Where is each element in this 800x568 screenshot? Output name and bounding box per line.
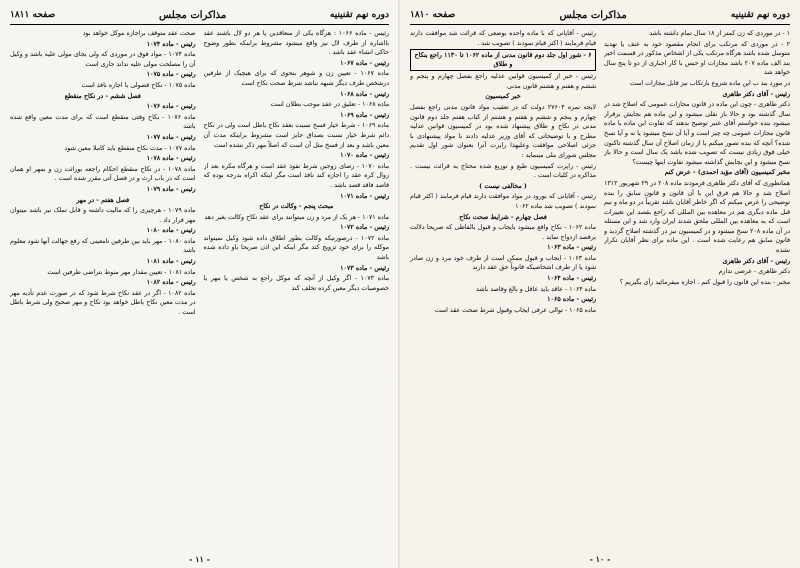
paragraph: رئیس - ماده ۱۰۶۶ : هرگاه یکی از متعاقدین یا هر دو لال باشند عقد بااشاره از طرف لال نیز واقع میشود مشروط براینکه بطور وضوح حاکی انشاء عقد باشد . [203,30,389,57]
paragraph: ماده ۱۰۷۵ - نکاح فضولی با اجازه نافذ است [81,81,196,89]
paragraph: رئیس - راپرت کمیسیون طبع و توزیع شده محتاج به قرائت نیست . مذاکره در کلیات است . [410,162,596,180]
right-page-columns [410,29,790,547]
left-page-columns [10,29,389,547]
speaker-line: رئیس - ماده ۱۰۷۱ [340,192,389,200]
paragraph: صحت عقد متوقف براجازه موکل خواهد بود [82,30,196,37]
paragraph: رئیس - آقایانی که با ماده واحده بوضعی که قرائت شد موافقت دارند قیام فرمایند ( اکثر قیام نمودند ) تصویب شد . [410,30,596,47]
left-page-number: - ۱۱ - [189,554,210,564]
speaker-line: رئیس - ماده ۱۰۷۴ [146,40,196,48]
paragraph: ماده ۱۰۶۹ - شرط خیار فسخ نسبت بعقد نکاح باطل است ولی در نکاح دائم شرط خیار نسبت بصداق جایز است مشروط براینکه مدت آن معین باشد و بعد از فسخ مثل آن است که اصلاً مهر ذکر نشده است [203,122,389,149]
paragraph: ماده ۱۰۷۳ - اگر وکیل از آنچه که موکل راجع به شخص یا مهر یا خصوصیات دیگر معین کرده تخلف کند [203,275,389,292]
speaker-line: رئیس - ماده ۱۰۷۷ [146,133,196,141]
right-header-page-label: صفحه ۱۸۱۰ [410,10,456,20]
speaker-line: رئیس - ماده ۱۰۷۶ [146,103,196,111]
paragraph: ماده ۱۰۸۰ - مهر باید بین طرفین تامعینی که رفع جهالت آنها شود معلوم باشد [10,237,196,255]
section-heading: فصل چهارم - شرایط صحت نکاح [459,213,547,221]
paragraph: رئیس - خبر از کمیسیون قوانین عدلیه راجع بفصل چهارم و پنجم و ششم و هفتم و هشتم قانون مدنی [410,73,596,90]
speaker-line: رئیس - آقای دکتر طاهری [722,90,790,98]
paragraph: دکتر طاهری - عرضی ندارم [718,268,790,276]
paragraph: ماده ۱۰۶۵ - توالی عرفی ایجاب وقبول شرط صحت عقد است [434,306,596,314]
paragraph: ماده ۱۰۶۴ - عاقد باید عاقل و بالغ وقاصد باشد [475,285,596,293]
speaker-line: رئیس - ماده ۱۰۷۹ [146,185,196,193]
left-page-column-right [204,29,390,547]
speaker-line: رئیس - ماده ۱۰۶۳ [547,244,596,252]
paragraph: ماده ۱۰۷۷ - مدت نکاح منقطع باید کاملا معین شود [64,144,196,152]
paragraph: مخبر - بنده این قانون را قبول کنم . اجازه میفرمائید رأی بگیریم ؟ [619,278,790,286]
left-header-page-label: صفحه ۱۸۱۱ [10,10,56,20]
section-heading: مبحث پنجم - وکالت در نکاح [259,203,334,211]
speaker-line: رئیس - ماده ۱۰۷۰ [340,152,389,160]
right-page-header [410,8,790,25]
paragraph: ماده ۱۰۶۸ - تعلیق در عقد موجب بطلان است [270,101,389,109]
left-page-header [10,8,389,25]
paragraph: ماده ۱۰۷۱ - هر یک از مرد و زن میتوانند برای عقد نکاح وکالت بغیر دهد [204,213,389,221]
speaker-line: رئیس - ماده ۱۰۶۸ [340,90,389,98]
paragraph: ماده ۱۰۶۲ - نکاح واقع میشود بایجاب و قبول بالفاظی که صریحا دلالت برقصد ازدواج نماید . [410,224,596,241]
speaker-line: رئیس - ماده ۱۰۶۹ [340,111,389,119]
right-page-column-left [410,29,596,547]
left-page-column-left [10,29,196,547]
paragraph: ماده ۱۰۷۹ - هرچیزی را که مالیت داشته و قابل تملک نیز باشد میتوان مهر قرار داد . [10,207,196,224]
paragraph: ماده ۱۰۷۰ - رضای زوجین شرط نفوذ عقد است و هرگاه مکره بعد از زوال کره عقد را اجازه کند نافذ است مگر اینکه اکراه بدرجه بوده که قاصد فاقد قصد باشد . [203,162,389,189]
speaker-line: رئیس - ماده ۱۰۶۷ [340,59,389,67]
section-heading: خبر کمیسیون [485,93,521,101]
paragraph: ماده ۱۰۷۲ - درصورتیکه وکالت بطور اطلاق داده شود وکیل نمیتواند موکله را برای خود تزویج کند مگر اینکه این اذن صریحا باو داده شده باشد [203,234,389,262]
left-header-title: مذاکرات مجلس [159,9,227,21]
paragraph: رئیس - آقایانی که بورود در مواد موافقت دارند قیام فرمایند ( اکثر قیام نمودند ) تصویب شد ماده ۱۰۶۲ [410,193,596,210]
section-heading: فصل هفتم - در مهر [76,196,130,204]
right-page-number: - ۱۰ - [589,554,611,564]
paragraph: در مورد بند ب این ماده شروع بارتکاب نیز قابل مجازات است [629,79,790,87]
paragraph: ماده ۱۰۶۳ - ایجاب و قبول ممکن است از طرف خود مرد و زن صادر شود یا از طرف اشخاصیکه قانوناً حق عقد دارند [410,254,596,272]
paragraph: لایحه نمره ۲۷۶۰۴ دولت که در تعقیب مواد قانون مدنی راجع بفصل چهارم و پنجم و ششم و هفتم و هشتم از کتاب هفتم جلد دوم قانون مدنی در نکاح و طلاق پیشنهاد شده بود در کمیسیون قوانین عدلیه مطرح و با توضیحاتی که آقای وزیر عدلیه دادند با مواد پیشنهادی با جزئی اصلاحی موافقت وعلیهذا راپرت آنرا بعنوان شور اول تقدیم مجلس شورای ملی مینماید : [410,103,596,159]
speaker-line: رئیس - ماده ۱۰۷۳ [340,264,389,272]
speaker-line: رئیس - آقای دکتر طاهری [722,257,790,265]
paragraph: ماده ۱۰۸۱ - تعیین مقدار مهر منوط بتراضی طرفین است [47,268,196,276]
speaker-line: رئیس - ماده ۱۰۶۴ [547,275,596,283]
right-header-title: مذاکرات مجلس [559,9,627,21]
paragraph: ۱ - در موردی که زن کمتر از ۱۸ سال تمام داشته باشد [649,30,790,37]
speaker-line: رئیس - ماده ۱۰۸۲ [146,279,196,287]
paragraph: ماده ۱۰۶۷ - تعیین زن و شوهر بنحوی که برای هیچیک از طرفین درشخص طرف دیگر شبهه نباشد شرط صحت نکاح است [203,70,389,87]
speaker-line: رئیس - ماده ۱۰۸۰ [146,227,196,235]
left-header-session: دوره نهم تقنینیه [329,10,389,20]
speaker-line: رئیس - ماده ۱۰۷۲ [340,224,389,232]
section-heading: ( مخالفی نیست ) [479,182,527,190]
speaker-line: رئیس - ماده ۱۰۸۱ [146,258,196,266]
right-page-column-right [604,29,790,547]
paragraph: ماده ۱۰۸۲ - اگر در عقد نکاح شرط شود که در صورت عدم تأدیه مهر در مدت معین نکاح باطل خواهد بود نکاح و مهر صحیح ولی شرط باطل است . [10,289,196,317]
paragraph: ماده ۱۰۷۸ - در نکاح منقطع احکام راجعه بوراثت زن و بمهر او همان است که در باب ارث و در فصل آتی مقرر شده است . [10,165,196,183]
paragraph: همانطوری که آقای دکتر طاهری فرمودند ماده ۲۰۸ در ۲۹ شهریور ۱۳۱۲ اصلاح شد و حالا هم فرق این با آن قانون و قانون سابق را بنده توضیحی را عرض میکنم که اگر خاطر آقایان باشد تقریباً در دو ماه و نیم قبل ماده دیگری هم در معاهده بین المللی که راجع بقصد این تغییرات است که به معاهده بین المللی ملحق شدند ایران وارد شد و این مسئله در آن ماده ۲۰۸ نسخ میشود و در کمیسیون نیز در گذشته اصلاح گردید و قانون سابق هم رعایت شده است . این ماده برای نظر آقایان تکرار نشده [604,179,790,255]
paragraph: ماده ۱۰۷۴ - مواد فوق در موردی که ولی بجای مولی علیه باشد و وکیل آن را مصلحت مولی علیه نداند جاری است [10,51,196,68]
speaker-line: رئیس - ماده ۱۰۶۵ [547,296,596,304]
section-heading: فصل ششم - در نکاح منقطع [64,92,141,100]
paragraph: ماده ۱۰۷۶ - نکاح وقتی منقطع است که برای مدت معین واقع شده باشد [10,113,196,131]
paragraph: دکتر طاهری - چون این ماده در قانون مجازات عمومی که اصلاح شد در سال گذشته بود و حالا باز نقلی میشود و این ماده هم بجایش برقرار میشود بنده خواستم آقای عنبر توضیح بدهند که تفاوت این ماده با ماده قانون مجازات عمومی چه چیز است و آیا آن نسخ میشود یا نه و آیا نسخ شده؟ آنچه که بنده تصور میکنم یا از زمان اصلاح آن سال گذشته تاکنون خیلی فوق زیادی نیست که تصویب شده باشد یک سال است و حالا باز نسخ میشود و این بجایش گذاشته میشود تفاوت اینها چیست؟ [604,101,790,166]
right-page [400,0,800,568]
paragraph: ۲ - در موردی که مرتکب برای انجام مقصود خود به عنف یا تهدید متوسل شده باشد هرگاه مرتکب یکی از اشخاص مذکور در قسمت اخیر بند الف ماده ۲۰۷ باشد مجازات او حبس با کار اجباری از دو تا پنج سال خواهد شد [604,40,790,77]
speaker-line: مخبر کمیسیون (آقای مؤید احمدی) - عرض کنم [664,169,790,177]
right-header-session: دوره نهم تقنینیه [730,10,790,20]
speaker-line: رئیس - ماده ۱۰۷۸ [146,155,196,163]
speaker-line: رئیس - ماده ۱۰۷۵ [146,71,196,79]
agenda-item-heading: ۶ - شور اول جلد دوم قانون مدنی از ماده ۱۰۶۲ تا ۱۱۳۰ راجع بنکاح و طلاق [410,49,596,71]
